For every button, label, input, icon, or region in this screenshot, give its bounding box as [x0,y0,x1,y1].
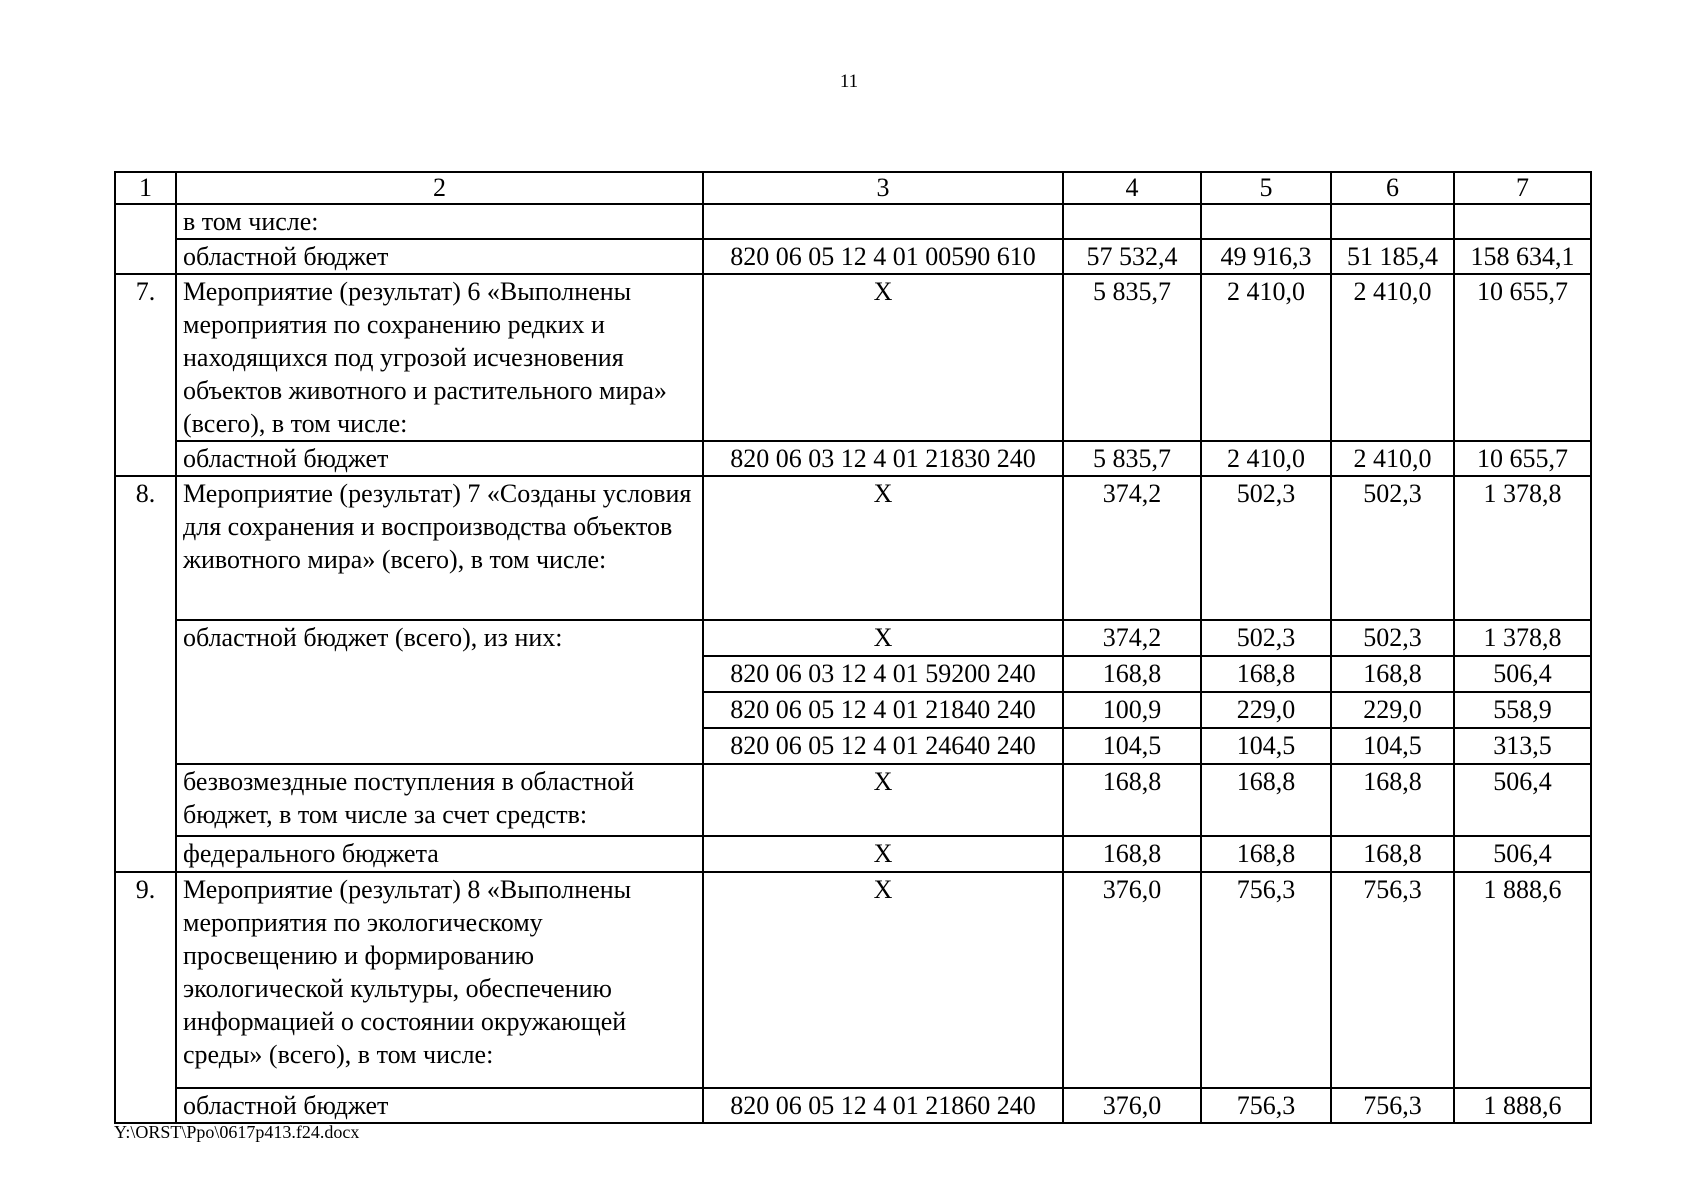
row-value-4: 100,9 [1063,692,1201,728]
header-cell-7: 7 [1454,172,1591,204]
row-number-cell [115,441,176,476]
row-value-4: 168,8 [1063,764,1201,836]
header-cell-2: 2 [176,172,703,204]
page-number: 11 [839,71,859,92]
row-number-cell [115,836,176,872]
row-value-4: 57 532,4 [1063,239,1201,274]
row-value-5: 104,5 [1201,728,1331,764]
header-cell-3: 3 [703,172,1063,204]
row-description: в том числе: [176,204,703,239]
row-value-7 [1454,204,1591,239]
row-value-5: 2 410,0 [1201,441,1331,476]
row-value-6: 756,3 [1331,872,1454,1088]
row-code: 820 06 03 12 4 01 21830 240 [703,441,1063,476]
row-value-6: 104,5 [1331,728,1454,764]
row-code: 820 06 05 12 4 01 24640 240 [703,728,1063,764]
row-number-cell [115,692,176,728]
row-value-6: 168,8 [1331,656,1454,692]
row-value-5: 49 916,3 [1201,239,1331,274]
table-row [115,656,1591,692]
row-description: областной бюджет (всего), из них: [176,620,703,656]
row-value-5: 168,8 [1201,764,1331,836]
row-description: областной бюджет [176,1088,703,1123]
row-number-cell [115,204,176,239]
row-value-7: 1 888,6 [1454,872,1591,1088]
row-value-6: 502,3 [1331,476,1454,620]
row-value-6: 2 410,0 [1331,441,1454,476]
budget-table [114,171,1592,1124]
row-description [176,656,703,692]
row-description: областной бюджет [176,441,703,476]
row-number-cell [115,728,176,764]
header-cell-4: 4 [1063,172,1201,204]
row-value-6: 168,8 [1331,836,1454,872]
row-value-7: 506,4 [1454,764,1591,836]
row-description [176,692,703,728]
table-header-row [115,172,1591,204]
row-value-4: 5 835,7 [1063,441,1201,476]
row-value-5: 756,3 [1201,872,1331,1088]
table-row [115,728,1591,764]
table-row [115,274,1591,441]
row-number-cell [115,620,176,656]
header-cell-1: 1 [115,172,176,204]
table-row [115,836,1591,872]
row-value-7: 158 634,1 [1454,239,1591,274]
row-description: безвозмездные поступления в областной бюджет, в том числе за счет средств: [176,764,703,836]
row-number: 9. [115,872,176,1088]
row-description: Мероприятие (результат) 7 «Созданы условия для сохранения и воспроизводства объектов животного мира» (всего), в том числе: [176,476,703,620]
row-value-5: 168,8 [1201,656,1331,692]
row-code: X [703,620,1063,656]
row-value-7: 1 888,6 [1454,1088,1591,1123]
row-value-4 [1063,204,1201,239]
table-row [115,620,1591,656]
row-description: Мероприятие (результат) 6 «Выполнены мероприятия по сохранению редких и находящихся под угрозой исчезновения объектов животного и растительного мира» (всего), в том числе: [176,274,703,441]
row-value-4: 376,0 [1063,872,1201,1088]
table-row [115,764,1591,836]
row-value-6: 756,3 [1331,1088,1454,1123]
row-value-4: 374,2 [1063,476,1201,620]
row-code: X [703,872,1063,1088]
row-value-6: 2 410,0 [1331,274,1454,441]
header-cell-5: 5 [1201,172,1331,204]
table-row [115,204,1591,239]
row-number-cell [115,239,176,274]
row-number-cell [115,1088,176,1123]
table-row [115,1088,1591,1123]
row-code: 820 06 03 12 4 01 59200 240 [703,656,1063,692]
row-value-5: 502,3 [1201,476,1331,620]
row-value-4: 376,0 [1063,1088,1201,1123]
table-row [115,441,1591,476]
row-value-4: 374,2 [1063,620,1201,656]
header-cell-6: 6 [1331,172,1454,204]
table-row [115,692,1591,728]
row-description: Мероприятие (результат) 8 «Выполнены мероприятия по экологическому просвещению и формированию экологической культуры, обеспечению информацией о состоянии окружающей среды» (всего), в том числе: [176,872,703,1088]
row-code: 820 06 05 12 4 01 21860 240 [703,1088,1063,1123]
row-number-cell [115,764,176,836]
row-description: областной бюджет [176,239,703,274]
row-value-5 [1201,204,1331,239]
row-value-5: 229,0 [1201,692,1331,728]
row-value-6: 502,3 [1331,620,1454,656]
row-value-5: 168,8 [1201,836,1331,872]
row-value-6: 229,0 [1331,692,1454,728]
row-description [176,728,703,764]
table-row [115,872,1591,1088]
row-description: федерального бюджета [176,836,703,872]
row-value-4: 168,8 [1063,836,1201,872]
row-value-7: 313,5 [1454,728,1591,764]
file-path-footer: Y:\ORST\Ppo\0617p413.f24.docx [114,1122,360,1142]
row-code: X [703,274,1063,441]
row-value-5: 2 410,0 [1201,274,1331,441]
row-value-7: 558,9 [1454,692,1591,728]
row-value-7: 10 655,7 [1454,274,1591,441]
row-number: 7. [115,274,176,441]
row-code: X [703,764,1063,836]
row-value-4: 168,8 [1063,656,1201,692]
row-value-7: 506,4 [1454,656,1591,692]
row-code: 820 06 05 12 4 01 00590 610 [703,239,1063,274]
table-row [115,476,1591,620]
row-value-6: 51 185,4 [1331,239,1454,274]
table-row [115,239,1591,274]
row-value-4: 104,5 [1063,728,1201,764]
row-number: 8. [115,476,176,620]
row-value-4: 5 835,7 [1063,274,1201,441]
row-number-cell [115,656,176,692]
row-value-6 [1331,204,1454,239]
row-value-6: 168,8 [1331,764,1454,836]
row-code: X [703,476,1063,620]
row-value-7: 1 378,8 [1454,476,1591,620]
row-value-5: 756,3 [1201,1088,1331,1123]
row-value-7: 1 378,8 [1454,620,1591,656]
row-code: X [703,836,1063,872]
row-value-7: 10 655,7 [1454,441,1591,476]
row-value-5: 502,3 [1201,620,1331,656]
row-code [703,204,1063,239]
row-code: 820 06 05 12 4 01 21840 240 [703,692,1063,728]
row-value-7: 506,4 [1454,836,1591,872]
